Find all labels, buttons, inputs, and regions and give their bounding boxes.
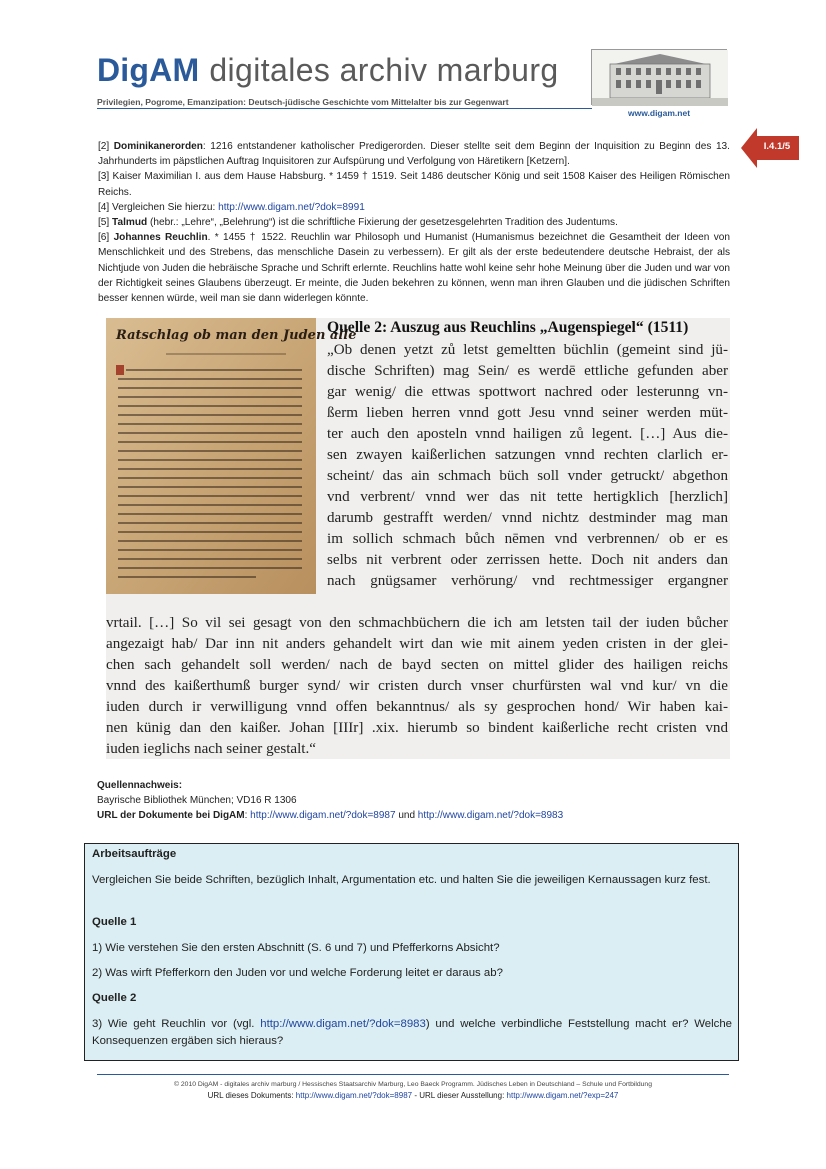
header-divider xyxy=(97,108,592,109)
quote-line: nen künig dan den kaißer. Johan [IIIr] .xix. hierumb so bindent kaißerliche recht cristen vnd xyxy=(106,720,728,736)
quote-line: selbs nit verbrent oder zerrissen hette. Doch nit anders dan xyxy=(327,552,728,568)
quote-line: dische Schriften) mag Sein/ es werdē ettliche gefunden aber xyxy=(327,363,728,379)
quote-line: ßerm lieben herren vnnd gott Jesu vnnd seiner werden müt- xyxy=(327,405,728,421)
tasks-intro: Vergleichen Sie beide Schriften, bezüglich Inhalt, Argumentation etc. und halten Sie die jeweiligen Kernaussagen kurz fest. xyxy=(92,874,711,886)
footnote-number: [6] xyxy=(98,232,110,244)
quote-line: iuden ieglichs nach seiner gestalt.“ xyxy=(106,741,316,757)
footer-exhibition-link[interactable]: http://www.digam.net/?exp=247 xyxy=(506,1091,619,1100)
footnote-term: Dominikanerorden xyxy=(113,141,203,152)
quote-line: darumb gestrafft werden/ vnnd nichtz destminder mag man xyxy=(327,510,728,526)
quote-line: chen sach gehandelt soll werden/ nach de bayd secten on mittel glider des hailigen reichs xyxy=(106,657,728,673)
logo-url[interactable]: www.digam.net xyxy=(628,108,691,118)
tasks-source1-heading: Quelle 1 xyxy=(92,916,137,928)
task-item-1: 1) Wie verstehen Sie den ersten Abschnitt (S. 6 und 7) und Pfefferkorns Absicht? xyxy=(92,942,500,954)
quote-line: nach gnügsamer verhörung/ vnd rechtmessiger ergangner xyxy=(327,573,728,589)
manuscript-page-icon xyxy=(106,318,357,594)
footnote-number: [2] xyxy=(98,141,110,152)
header-subtitle: Privilegien, Pogrome, Emanzipation: Deutsch-jüdische Geschichte vom Mittelalter bis zur Gegenwart xyxy=(97,97,509,107)
footnote-text: [4] Vergleichen Sie hierzu: xyxy=(98,201,219,213)
footnote-5 xyxy=(98,215,730,230)
quote-line: sen zwayen kaißerlichen satzungen vnnd rechten clarlich er- xyxy=(327,447,728,463)
task-link-8983[interactable]: http://www.digam.net/?dok=8983 xyxy=(260,1018,426,1030)
footnote-text: : 1216 entstandener katholischer Predigerorden. Dieser stellte seit dem Beginn der Inquisition zu Beginn des 13. Jahrhunderts im päpstlichen Auftrag Inquisitoren zur Aufspürung und Verfolgung von Häretikern [Ketzern]. xyxy=(98,141,730,168)
footnote-6 xyxy=(98,230,730,306)
task-text: 3) Wie geht Reuchlin vor (vgl. xyxy=(92,1018,261,1030)
quote-line: angezaigt hab/ Dar inn nit anders gehandelt wirt dan wie mit ainem yeden cristen in der glei- xyxy=(106,636,728,652)
brand-name: DigAM xyxy=(97,52,200,88)
footnote-text: . * 1455 † 1522. Reuchlin war Philosoph und Humanist (Humanismus bezeichnet die Gesamtheit der Ideen von Menschlichkeit und des Strebens, das menschliche Dasein zu verbessern). Er gilt als der erste bedeutendere deutsche Hebraist, der als Nichtjude von Juden die hebräische Sprache und Schrift erlernte. Reuchlins hatte wohl keine sehr hohe Meinung über die Juden und war von der Richtigkeit seines Glaubens überzeugt. Er meinte, die Juden bekehren zu können, wenn man ihren Glauben und die jüdischen Schriften besser kennen würde, weil man sie dann widerlegen könnte. xyxy=(98,232,730,305)
image-heading: Ratschlag ob man den Juden alle xyxy=(116,328,357,343)
quote-line: gar wenig/ die ettwas spottwort nachred oder lesterunng vn- xyxy=(327,384,728,400)
footer-label: URL dieses Dokuments: xyxy=(207,1091,296,1100)
separator: : xyxy=(244,810,251,821)
footer-label: - URL dieser Ausstellung: xyxy=(412,1091,507,1100)
building-icon xyxy=(592,50,728,106)
footnote-4-link[interactable]: http://www.digam.net/?dok=8991 xyxy=(218,201,365,213)
footer-copyright: © 2010 DigAM - digitales archiv marburg / Hessisches Staatsarchiv Marburg, Leo Baeck Programm. Jüdisches Leben in Deutschland – Schule und Fortbildung xyxy=(173,1081,652,1088)
quote-line: „Ob denen yetzt zů letst gemeltten büchlin (gemeint sind jü- xyxy=(327,342,728,358)
footer-divider xyxy=(97,1074,729,1075)
quote-line: vnd verbrent/ vnnd wer das nit tette hertigklich [herzlich] xyxy=(327,489,728,505)
footnote-text: (hebr.: „Lehre“, „Belehrung“) ist die schriftliche Fixierung der gesetzesgelehrten Tradition des Judentums. xyxy=(147,217,618,229)
page-marker xyxy=(741,128,799,168)
brand-tagline: digitales archiv marburg xyxy=(209,52,559,88)
source-references xyxy=(97,778,563,823)
quote-line: vrtail. […] So vil sei gesagt von den schmachbüchern die ich am letsten tail der iuden bůcher xyxy=(106,615,728,631)
quote-line: im sollich schmach bůch nēmen vnd verbrennen/ ob er es xyxy=(327,531,728,547)
footnotes xyxy=(98,139,730,306)
archive-building-logo xyxy=(591,49,727,105)
source-link-8987[interactable]: http://www.digam.net/?dok=8987 xyxy=(250,810,396,821)
footnote-4 xyxy=(98,200,730,215)
source-link-8983[interactable]: http://www.digam.net/?dok=8983 xyxy=(417,810,564,821)
page-marker-label: I.4.1/5 xyxy=(763,141,791,152)
footnote-term: Talmud xyxy=(112,217,148,229)
sources-url-label: URL der Dokumente bei DigAM xyxy=(97,810,245,821)
footnote-term: Johannes Reuchlin xyxy=(113,232,208,244)
footer-document-link[interactable]: http://www.digam.net/?dok=8987 xyxy=(295,1091,413,1100)
quote-line: iuden durch ir verwilligung vnnd offen bekanntnus/ als sy gesprochen hond/ Wir haben kai- xyxy=(106,699,728,715)
tasks-heading: Arbeitsaufträge xyxy=(92,848,177,860)
footer-urls xyxy=(0,1091,826,1100)
footnote-3: [3] Kaiser Maximilian I. aus dem Hause Habsburg. * 1459 † 1519. Seit 1486 deutscher König und seit 1508 Kaiser des Heiligen Römischen Reichs. xyxy=(98,171,730,198)
quote-line: vnnd des kaißerthumß burger synd/ wir cristen durch vnser churfürsten wal vnd kur/ vn die xyxy=(106,678,728,694)
tasks-source2-heading: Quelle 2 xyxy=(92,992,137,1004)
footnote-2 xyxy=(98,139,730,169)
task-item-2: 2) Was wirft Pfefferkorn den Juden vor und welche Forderung leitet er daraus ab? xyxy=(92,967,503,979)
footnote-number: [5] xyxy=(98,217,110,229)
site-brand xyxy=(97,52,559,92)
sources-heading: Quellennachweis: xyxy=(97,780,183,791)
sources-library: Bayrische Bibliothek München; VD16 R 1306 xyxy=(97,795,297,806)
quote-line: scheint/ das ain schmach büch soll vnder getruckt/ abgethon xyxy=(327,468,728,484)
task-text: ) und welche verbindliche Feststellung macht er? Welche Konsequenzen ergäben sich hieraus? xyxy=(92,1018,732,1047)
task-item-3 xyxy=(92,1016,732,1050)
conjunction: und xyxy=(395,810,418,821)
source-2-title: Quelle 2: Auszug aus Reuchlins „Augenspiegel“ (1511) xyxy=(327,319,689,336)
sources-urls xyxy=(97,808,563,823)
historical-print-image xyxy=(106,318,357,594)
tasks-box xyxy=(84,843,739,1061)
quote-line: ter auch den aposteln vnnd hailigen zů legent. […] Aus die- xyxy=(327,426,728,442)
